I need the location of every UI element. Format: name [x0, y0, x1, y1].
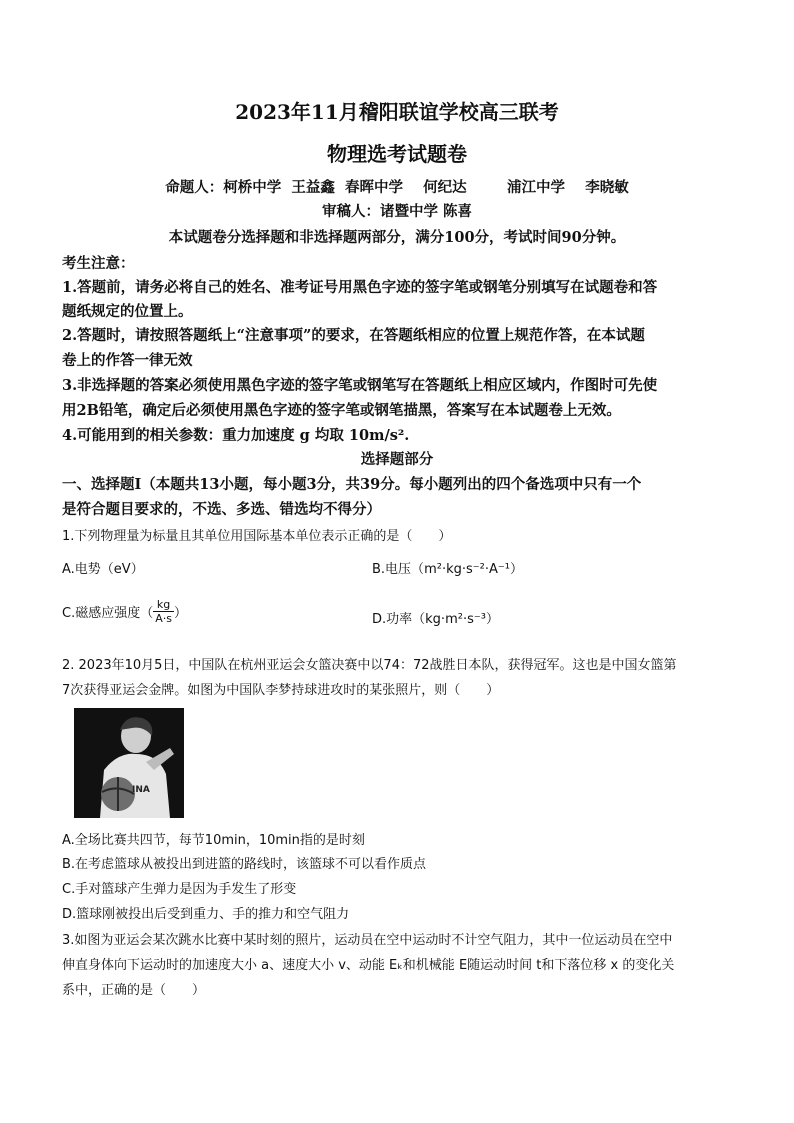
q2-stem: 2. 2023年10月5日，中国队在杭州亚运会女篮决赛中以74：72战胜日本队，获得冠军。这也是中国女篮第 — [62, 658, 677, 673]
note-line: 2.答题时，请按照答题纸上“注意事项”的要求，在答题纸相应的位置上规范作答，在本试题 — [62, 327, 645, 344]
q1-option-d-close: ） — [485, 612, 499, 627]
q1-option-d-label: D.功率（ — [372, 612, 426, 627]
q1-option-b-close: ） — [509, 562, 523, 577]
q1-option-b-unit: m²·kg·s⁻²·A⁻¹ — [424, 562, 510, 577]
q3-stem-cont: 伸直身体向下运动时的加速度大小 a、速度大小 v、动能 Eₖ和机械能 E随运动时间 t和下落位移 x 的变化关 — [62, 958, 675, 973]
note-line: 题纸规定的位置上。 — [62, 303, 193, 320]
q2-stem-cont: 7次获得亚运会金牌。如图为中国队李梦持球进攻时的某张照片，则（ ） — [62, 683, 500, 698]
basketball-player-image — [74, 708, 184, 818]
q1-option-c — [62, 598, 187, 625]
note-line: 卷上的作答一律无效 — [62, 352, 193, 369]
note-line: 3.非选择题的答案必须使用黑色字迹的签字笔或钢笔写在答题纸上相应区域内，作图时可先使 — [62, 377, 658, 394]
reviewers-line: 审稿人：诸暨中学 陈喜 — [321, 203, 473, 220]
notes-heading: 考生注意： — [62, 255, 135, 272]
authors-line: 命题人：柯桥中学 王益鑫 春晖中学 何纪达 浦江中学 李晓敏 — [165, 179, 629, 196]
fraction-numerator: kg — [153, 598, 174, 612]
q1-option-c-close: ） — [173, 606, 187, 621]
basketball-photo — [74, 708, 184, 818]
q2-option-c: C.手对篮球产生弹力是因为手发生了形变 — [62, 882, 297, 897]
section-title: 选择题部分 — [360, 451, 434, 468]
q2-option-a: A.全场比赛共四节，每节10min，10min指的是时刻 — [62, 833, 365, 848]
q1-option-a: A.电势（eV） — [62, 562, 144, 577]
exam-subtitle: 物理选考试题卷 — [327, 142, 467, 166]
exam-title: 2023年11月稽阳联谊学校高三联考 — [235, 100, 559, 124]
q1-option-d — [372, 608, 499, 627]
q1-stem: 1.下列物理量为标量且其单位用国际基本单位表示正确的是（ ） — [62, 529, 452, 544]
q1-option-c-fraction — [153, 598, 174, 625]
note-line: 用2B铅笔，确定后必须使用黑色字迹的签字笔或钢笔描黑，答案写在本试题卷上无效。 — [62, 402, 621, 419]
q1-option-c-label: C.磁感应强度（ — [62, 606, 154, 621]
q1-option-b — [372, 558, 523, 577]
note-line: 1.答题前，请务必将自己的姓名、准考证号用黑色字迹的签字笔或钢笔分别填写在试题卷和答 — [62, 279, 658, 296]
q3-stem: 3.如图为亚运会某次跳水比赛中某时刻的照片，运动员在空中运动时不计空气阻力，其中一位运动员在空中 — [62, 933, 673, 948]
exam-intro: 本试题卷分选择题和非选择题两部分，满分100分，考试时间90分钟。 — [168, 229, 626, 246]
jersey-text: INA — [132, 785, 150, 795]
q1-option-b-label: B.电压（ — [372, 562, 425, 577]
note-line: 4.可能用到的相关参数：重力加速度 g 均取 10m/s². — [62, 427, 410, 444]
q2-option-b: B.在考虑篮球从被投出到进篮的路线时，该篮球不可以看作质点 — [62, 857, 427, 872]
q1-option-d-unit: kg·m²·s⁻³ — [425, 612, 486, 627]
q2-option-d: D.篮球刚被投出后受到重力、手的推力和空气阻力 — [62, 907, 350, 922]
part1-instruction: 一、选择题Ⅰ（本题共13小题，每小题3分，共39分。每小题列出的四个备选项中只有一个 — [62, 476, 642, 493]
part1-instruction-cont: 是符合题目要求的，不选、多选、错选均不得分） — [62, 501, 381, 518]
fraction-denominator: A·s — [155, 612, 172, 625]
q3-stem-end: 系中，正确的是（ ） — [62, 983, 206, 998]
